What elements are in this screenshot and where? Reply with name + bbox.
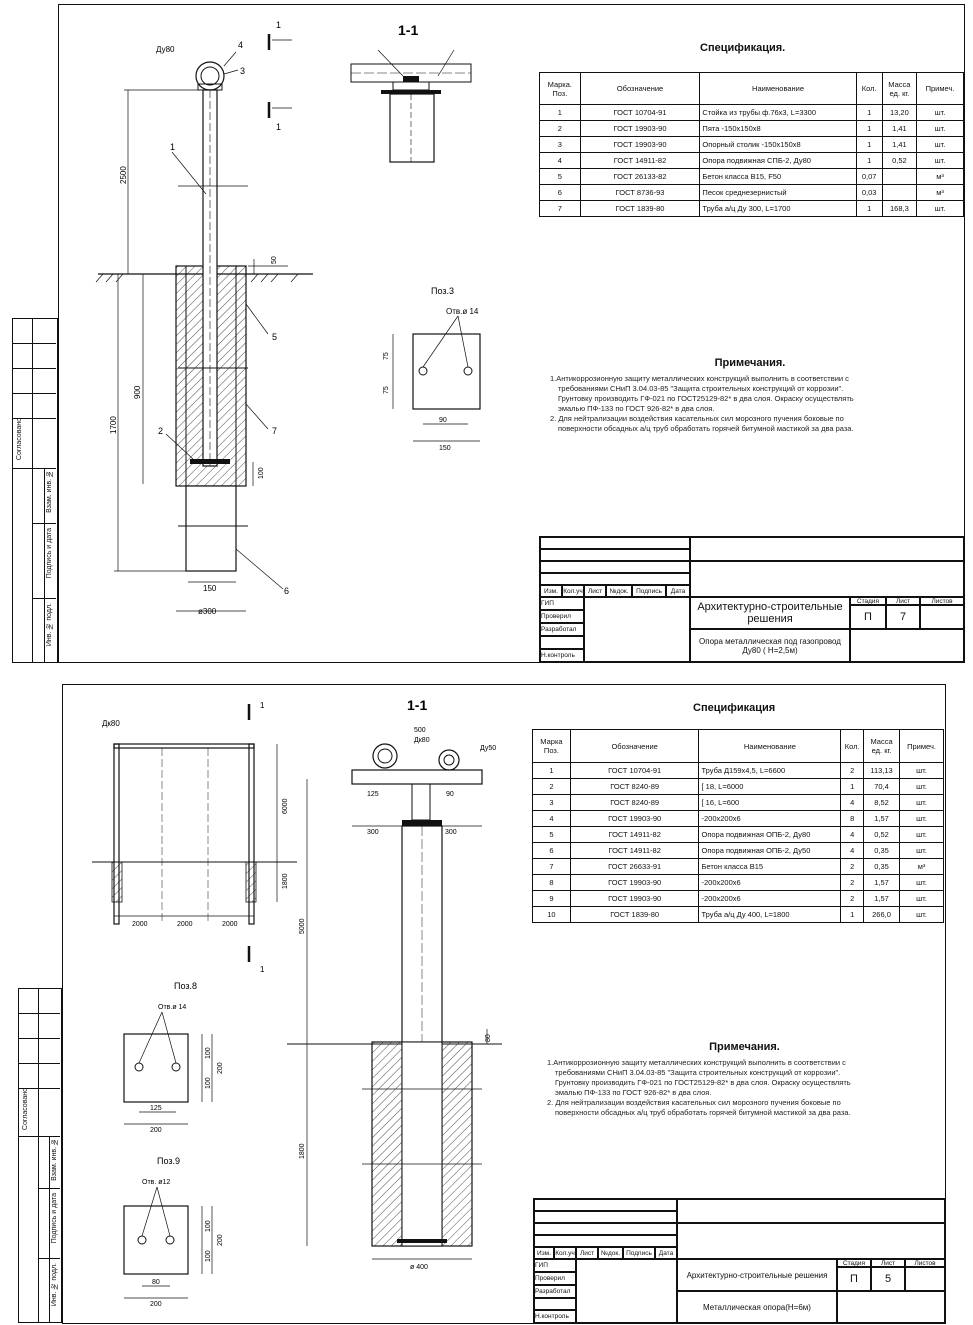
spec-cell: шт. bbox=[900, 811, 944, 827]
spec-cell: ГОСТ 14911-82 bbox=[570, 843, 699, 859]
note-line: эмалью ПФ-133 по ГОСТ 926-82* в два слоя. bbox=[558, 404, 715, 413]
callout-3: 3 bbox=[240, 66, 246, 76]
spec-cell: шт. bbox=[917, 121, 964, 137]
stamp2-role-nk: Н.контроль bbox=[534, 1310, 576, 1323]
spec-cell: шт. bbox=[900, 875, 944, 891]
spec-cell: 70,4 bbox=[864, 779, 900, 795]
frame-dim-1800: 1800 bbox=[282, 873, 289, 889]
section2-title: 1-1 bbox=[407, 697, 428, 713]
sec2-du50: Ду50 bbox=[480, 745, 497, 752]
spec-cell: шт. bbox=[900, 907, 944, 923]
callout-6: 6 bbox=[284, 586, 290, 596]
spec-cell: Стойка из трубы ф.76х3, L=3300 bbox=[700, 105, 856, 121]
spec-cell: 0,52 bbox=[882, 153, 916, 169]
stamp2-sheet: 5 bbox=[871, 1267, 905, 1291]
frame-section-bottom: 1 bbox=[260, 965, 265, 974]
pos3-dim-75b: 75 bbox=[383, 386, 390, 394]
spec-cell: 0,07 bbox=[856, 169, 882, 185]
sec2-dim-300b: 300 bbox=[445, 829, 457, 836]
spec-cell: 8,52 bbox=[864, 795, 900, 811]
spec-cell: ГОСТ 14911-82 bbox=[570, 827, 699, 843]
stamp1-col-izm: Изм. bbox=[540, 585, 562, 597]
pos9-dim-200a: 200 bbox=[217, 1234, 224, 1246]
stamp1-stage: П bbox=[850, 605, 886, 629]
stamp1-role-nk: Н.контроль bbox=[540, 649, 584, 662]
frame-dim-2000b: 2000 bbox=[177, 921, 193, 928]
spec1-head-note: Примеч. bbox=[917, 73, 964, 105]
sec2-dim-1800: 1800 bbox=[299, 1143, 306, 1159]
spec-row bbox=[533, 875, 944, 891]
margin2-label-agreed: Согласовано bbox=[22, 1088, 29, 1131]
note-line: поверхности обсадных а/ц труб обработать горячей битумной мастикой за два раза. bbox=[558, 424, 854, 433]
spec-cell: 2 bbox=[841, 891, 864, 907]
stamp2-role-check: Проверил bbox=[534, 1272, 576, 1285]
spec-row bbox=[540, 105, 964, 121]
support-elevation-drawing-1 bbox=[58, 4, 538, 644]
spec-cell: 7 bbox=[540, 201, 581, 217]
stamp2-title: Металлическая опора(Н=6м) bbox=[677, 1291, 837, 1323]
spec-cell: 0,35 bbox=[864, 859, 900, 875]
note-line: Грунтовку производить ГФ-021 по ГОСТ25129-82* в два слоя. Окраску осуществлять bbox=[558, 394, 854, 403]
stamp1-stage-h: Стадия bbox=[850, 597, 886, 605]
spec1-head-name: Наименование bbox=[700, 73, 856, 105]
spec-cell: шт. bbox=[917, 153, 964, 169]
label-du80: Ду80 bbox=[156, 45, 175, 54]
stamp2-col-kol: Кол.уч bbox=[554, 1247, 576, 1259]
section-mark-top: 1 bbox=[276, 20, 282, 30]
spec-cell: Пята -150х150х8 bbox=[700, 121, 856, 137]
spec-cell: 1,41 bbox=[882, 137, 916, 153]
spec-cell: 1 bbox=[856, 153, 882, 169]
spec-cell: 1 bbox=[856, 201, 882, 217]
stamp2-role-gip: ГИП bbox=[534, 1259, 576, 1272]
spec1-head-mark: Марка. Поз. bbox=[540, 73, 581, 105]
dim-150: 150 bbox=[203, 584, 217, 593]
spec-cell: -200х200х6 bbox=[699, 811, 841, 827]
spec-cell: ГОСТ 10704-91 bbox=[570, 763, 699, 779]
spec-cell: 168,3 bbox=[882, 201, 916, 217]
spec-cell: ГОСТ 26633-91 bbox=[570, 859, 699, 875]
spec-cell: 4 bbox=[841, 795, 864, 811]
spec-row bbox=[533, 763, 944, 779]
stamp2-col-list: Лист bbox=[576, 1247, 598, 1259]
spec-cell: м³ bbox=[917, 169, 964, 185]
spec-cell: -200х200х6 bbox=[699, 891, 841, 907]
pos9-title: Поз.9 bbox=[157, 1156, 181, 1166]
spec-row bbox=[533, 907, 944, 923]
pos3-dim-75a: 75 bbox=[383, 352, 390, 360]
spec-cell: 2 bbox=[540, 121, 581, 137]
margin2-label-sign: Подпись и дата bbox=[51, 1193, 58, 1244]
spec-row bbox=[540, 121, 964, 137]
spec-cell: ГОСТ 10704-91 bbox=[580, 105, 700, 121]
spec-cell: Труба а/ц Ду 300, L=1700 bbox=[700, 201, 856, 217]
spec-cell: шт. bbox=[900, 827, 944, 843]
stamp2-col-sign: Подпись bbox=[623, 1247, 655, 1259]
frame-du80: Дк80 bbox=[102, 719, 120, 728]
spec-cell: шт. bbox=[917, 105, 964, 121]
stamp1-role-check: Проверил bbox=[540, 610, 584, 623]
margin-strip-1 bbox=[12, 318, 58, 663]
margin-label-replace: Взам. инв. № bbox=[46, 470, 53, 513]
spec-cell: 1,57 bbox=[864, 875, 900, 891]
stamp2-org: Архитектурно-строительные решения bbox=[677, 1259, 837, 1291]
frame-dim-6000: 6000 bbox=[282, 798, 289, 814]
notes-block-1 bbox=[550, 358, 950, 434]
spec-cell: шт. bbox=[900, 763, 944, 779]
pos8-dim-100b: 100 bbox=[205, 1077, 212, 1089]
spec-cell: 13,20 bbox=[882, 105, 916, 121]
note-line: эмалью ПФ-133 по ГОСТ 926-82* в два слоя. bbox=[555, 1088, 712, 1097]
sec2-dim-300a: 300 bbox=[367, 829, 379, 836]
spec-cell: 113,13 bbox=[864, 763, 900, 779]
spec-cell: м³ bbox=[917, 185, 964, 201]
callout-5: 5 bbox=[272, 332, 278, 342]
stamp1-role-empty bbox=[540, 636, 584, 649]
spec-cell: ГОСТ 26133-82 bbox=[580, 169, 700, 185]
note-line: 2. Для нейтрализации воздействия касательных сил морозного пучения боковые по bbox=[547, 1098, 841, 1107]
spec-title-2: Спецификация bbox=[693, 702, 776, 714]
stamp1-col-list: Лист bbox=[584, 585, 606, 597]
spec-cell: Опора подвижная ОПБ-2, Ду50 bbox=[699, 843, 841, 859]
spec-cell: Опорный столик -150х150х8 bbox=[700, 137, 856, 153]
callout-4: 4 bbox=[238, 40, 244, 50]
spec1-head-doc: Обозначение bbox=[580, 73, 700, 105]
sec2-dim-5000: 5000 bbox=[299, 918, 306, 934]
spec-cell: ГОСТ 19903-90 bbox=[570, 875, 699, 891]
sec2-dim-125: 125 bbox=[367, 791, 379, 798]
spec-cell: 3 bbox=[540, 137, 581, 153]
spec-cell: Труба Д159х4,5, L=6600 bbox=[699, 763, 841, 779]
note-line: 1.Антикоррозионную защиту металлических конструкций выполнить в соответствии с bbox=[550, 374, 849, 383]
title-block-2 bbox=[533, 1198, 946, 1324]
dim-900: 900 bbox=[133, 385, 142, 399]
note-line: 1.Антикоррозионную защиту металлических конструкций выполнить в соответствии с bbox=[547, 1058, 846, 1067]
frame-section-top: 1 bbox=[260, 701, 265, 710]
spec1-head-qty: Кол. bbox=[856, 73, 882, 105]
notes-title-1: Примечания. bbox=[714, 357, 786, 369]
spec-row bbox=[540, 169, 964, 185]
dim-1700: 1700 bbox=[109, 416, 118, 434]
stamp1-col-date: Дата bbox=[666, 585, 690, 597]
pos8-title: Поз.8 bbox=[174, 981, 198, 991]
spec2-head-name: Наименование bbox=[699, 730, 841, 763]
note-line: 2. Для нейтрализации воздействия касательных сил морозного пучения боковые по bbox=[550, 414, 844, 423]
spec-cell: 4 bbox=[841, 827, 864, 843]
title-block-1 bbox=[539, 536, 965, 663]
stamp2-col-date: Дата bbox=[655, 1247, 677, 1259]
spec-cell: 1 bbox=[856, 105, 882, 121]
stamp1-sheet: 7 bbox=[886, 605, 920, 629]
note-line: требованиями СНиП 3.04.03-85 "Защита строительных конструкций от коррозии". bbox=[555, 1068, 841, 1077]
stamp1-role-gip: ГИП bbox=[540, 597, 584, 610]
spec-cell: ГОСТ 19903-90 bbox=[580, 121, 700, 137]
pos3-dim-150: 150 bbox=[439, 445, 451, 452]
margin2-label-inv: Инв. № подл. bbox=[51, 1263, 58, 1307]
dim-50: 50 bbox=[271, 256, 278, 264]
spec-cell: 266,0 bbox=[864, 907, 900, 923]
spec-cell: 1 bbox=[841, 907, 864, 923]
stamp1-col-kol: Кол.уч bbox=[562, 585, 584, 597]
pos3-title: Поз.3 bbox=[431, 286, 455, 296]
spec-title-1: Спецификация. bbox=[700, 42, 786, 54]
spec-cell: шт. bbox=[917, 137, 964, 153]
stamp1-role-dev: Разработал bbox=[540, 623, 584, 636]
notes-block-2 bbox=[547, 1042, 942, 1118]
spec-cell: шт. bbox=[900, 891, 944, 907]
pos8-dim-200: 200 bbox=[150, 1127, 162, 1134]
spec2-head-mass: Масса ед. кг. bbox=[864, 730, 900, 763]
spec-cell: 0,03 bbox=[856, 185, 882, 201]
spec-cell: 1,57 bbox=[864, 811, 900, 827]
section-mark-bottom: 1 bbox=[276, 122, 282, 132]
callout-2: 2 bbox=[158, 426, 164, 436]
spec-cell: ГОСТ 14911-82 bbox=[580, 153, 700, 169]
spec-cell: 8 bbox=[841, 811, 864, 827]
spec2-head-mark: Марка Поз. bbox=[533, 730, 571, 763]
spec-cell bbox=[882, 185, 916, 201]
spec-row bbox=[533, 779, 944, 795]
callout-1: 1 bbox=[170, 142, 176, 152]
spec-cell: 1 bbox=[841, 779, 864, 795]
spec-cell: шт. bbox=[900, 795, 944, 811]
pos8-dim-200a: 200 bbox=[217, 1062, 224, 1074]
spec-row bbox=[540, 185, 964, 201]
spec-cell: Опора подвижная ОПБ-2, Ду80 bbox=[699, 827, 841, 843]
spec-cell: шт. bbox=[900, 779, 944, 795]
stamp1-org: Архитектурно-строительные решения bbox=[690, 597, 850, 629]
spec-row bbox=[533, 827, 944, 843]
pos8-hole: Отв.ø 14 bbox=[158, 1004, 187, 1011]
spec-cell: 6 bbox=[533, 843, 571, 859]
spec1-head-mass: Масса ед. кг. bbox=[882, 73, 916, 105]
spec-cell: Песок среднезернистый bbox=[700, 185, 856, 201]
spec2-head-qty: Кол. bbox=[841, 730, 864, 763]
spec-cell: 1 bbox=[540, 105, 581, 121]
dim-300: ø300 bbox=[198, 607, 217, 616]
spec-cell: 10 bbox=[533, 907, 571, 923]
spec-cell: 2 bbox=[841, 859, 864, 875]
stamp1-sheet-h: Лист bbox=[886, 597, 920, 605]
spec-cell: м³ bbox=[900, 859, 944, 875]
margin-label-sign: Подпись и дата bbox=[46, 528, 53, 579]
pos3-dim-90: 90 bbox=[439, 417, 447, 424]
note-line: поверхности обсадных а/ц труб обработать горячей битумной мастикой за два раза. bbox=[555, 1108, 851, 1117]
margin-label-inv: Инв. № подл. bbox=[46, 603, 53, 647]
spec-cell: 5 bbox=[540, 169, 581, 185]
spec-row bbox=[533, 859, 944, 875]
spec-cell: 6 bbox=[540, 185, 581, 201]
spec-cell: 4 bbox=[540, 153, 581, 169]
stamp1-col-sign: Подпись bbox=[632, 585, 666, 597]
spec-cell: Бетон класса В15 bbox=[699, 859, 841, 875]
pos9-dim-200: 200 bbox=[150, 1301, 162, 1308]
stamp2-sheets-h: Листов bbox=[905, 1259, 945, 1267]
sec2-dim-500: 500 bbox=[414, 727, 426, 734]
dim-2500: 2500 bbox=[119, 166, 128, 184]
spec-row bbox=[533, 843, 944, 859]
dim-100: 100 bbox=[258, 467, 265, 479]
stamp2-role-dev: Разработал bbox=[534, 1285, 576, 1298]
spec-cell: 4 bbox=[533, 811, 571, 827]
stamp2-col-izm: Изм. bbox=[534, 1247, 554, 1259]
spec-cell: Опора подвижная СПБ-2, Ду80 bbox=[700, 153, 856, 169]
spec-cell: [ 16, L=600 bbox=[699, 795, 841, 811]
pos8-dim-100a: 100 bbox=[205, 1047, 212, 1059]
margin-strip-2 bbox=[18, 988, 62, 1323]
spec-cell: ГОСТ 1839-80 bbox=[580, 201, 700, 217]
spec2-head-doc: Обозначение bbox=[570, 730, 699, 763]
spec-cell: 8 bbox=[533, 875, 571, 891]
spec-cell: 3 bbox=[533, 795, 571, 811]
spec-row bbox=[533, 795, 944, 811]
sec2-dim-400: ø 400 bbox=[410, 1264, 428, 1271]
spec-cell: 0,35 bbox=[864, 843, 900, 859]
pos9-hole: Отв. ø12 bbox=[142, 1179, 171, 1186]
spec-cell: 1,41 bbox=[882, 121, 916, 137]
spec-cell: 4 bbox=[841, 843, 864, 859]
spec-cell: ГОСТ 8240-89 bbox=[570, 795, 699, 811]
stamp2-stage-h: Стадия bbox=[837, 1259, 871, 1267]
sec2-dim-80: 80 bbox=[485, 1034, 492, 1042]
stamp1-col-doc: №док. bbox=[606, 585, 632, 597]
pos8-dim-125: 125 bbox=[150, 1105, 162, 1112]
spec-cell: ГОСТ 19903-90 bbox=[570, 811, 699, 827]
spec-cell: 7 bbox=[533, 859, 571, 875]
stamp1-sheets-h: Листов bbox=[920, 597, 964, 605]
spec-cell: 2 bbox=[533, 779, 571, 795]
spec-row bbox=[540, 137, 964, 153]
spec-cell: -200х200х6 bbox=[699, 875, 841, 891]
margin2-label-replace: Взам. инв. № bbox=[51, 1138, 58, 1181]
spec-cell: ГОСТ 19903-90 bbox=[580, 137, 700, 153]
spec2-head-note: Примеч. bbox=[900, 730, 944, 763]
pos9-dim-100b: 100 bbox=[205, 1250, 212, 1262]
stamp2-sheet-h: Лист bbox=[871, 1259, 905, 1267]
margin-label-agreed: Согласовано bbox=[16, 418, 23, 461]
spec-cell: 2 bbox=[841, 875, 864, 891]
spec-cell: 1 bbox=[856, 121, 882, 137]
stamp1-title: Опора металлическая под газопровод Ду80 ( H=2,5м) bbox=[690, 629, 850, 662]
section-1-1-title: 1-1 bbox=[398, 22, 419, 38]
spec-cell: 2 bbox=[841, 763, 864, 779]
spec-row bbox=[533, 891, 944, 907]
frame-support-drawing-2 bbox=[62, 684, 532, 1314]
spec-cell: шт. bbox=[917, 201, 964, 217]
spec-cell: 1,57 bbox=[864, 891, 900, 907]
stamp2-role-empty bbox=[534, 1298, 576, 1310]
spec-cell: ГОСТ 1839-80 bbox=[570, 907, 699, 923]
sec2-du80: Дк80 bbox=[414, 737, 430, 744]
spec-cell: 1 bbox=[533, 763, 571, 779]
sec2-dim-90: 90 bbox=[446, 791, 454, 798]
stamp2-stage: П bbox=[837, 1267, 871, 1291]
frame-dim-2000a: 2000 bbox=[132, 921, 148, 928]
spec-cell: 0,52 bbox=[864, 827, 900, 843]
frame-dim-2000c: 2000 bbox=[222, 921, 238, 928]
note-line: Грунтовку производить ГФ-021 по ГОСТ25129-82* в два слоя. Окраску осуществлять bbox=[555, 1078, 851, 1087]
spec-cell: ГОСТ 19903-90 bbox=[570, 891, 699, 907]
note-line: требованиями СНиП 3.04.03-85 "Защита строительных конструкций от коррозии". bbox=[558, 384, 844, 393]
spec-cell: 1 bbox=[856, 137, 882, 153]
spec-cell: ГОСТ 8240-89 bbox=[570, 779, 699, 795]
spec-cell bbox=[882, 169, 916, 185]
spec-row bbox=[540, 201, 964, 217]
pos9-dim-100a: 100 bbox=[205, 1220, 212, 1232]
spec-cell: шт. bbox=[900, 843, 944, 859]
pos9-dim-80: 80 bbox=[152, 1279, 160, 1286]
spec-cell: Труба а/ц Ду 400, L=1800 bbox=[699, 907, 841, 923]
spec-row bbox=[533, 811, 944, 827]
callout-7: 7 bbox=[272, 426, 278, 436]
spec-cell: Бетон класса В15, F50 bbox=[700, 169, 856, 185]
spec-cell: 5 bbox=[533, 827, 571, 843]
spec-table-1 bbox=[539, 72, 964, 217]
spec-row bbox=[540, 153, 964, 169]
spec-table-2 bbox=[532, 729, 944, 923]
stamp2-col-doc: №док. bbox=[598, 1247, 623, 1259]
spec-cell: 9 bbox=[533, 891, 571, 907]
spec-cell: [ 18, L=6000 bbox=[699, 779, 841, 795]
spec-cell: ГОСТ 8736-93 bbox=[580, 185, 700, 201]
pos3-hole-label: Отв.ø 14 bbox=[446, 307, 479, 316]
notes-title-2: Примечания. bbox=[709, 1041, 780, 1053]
